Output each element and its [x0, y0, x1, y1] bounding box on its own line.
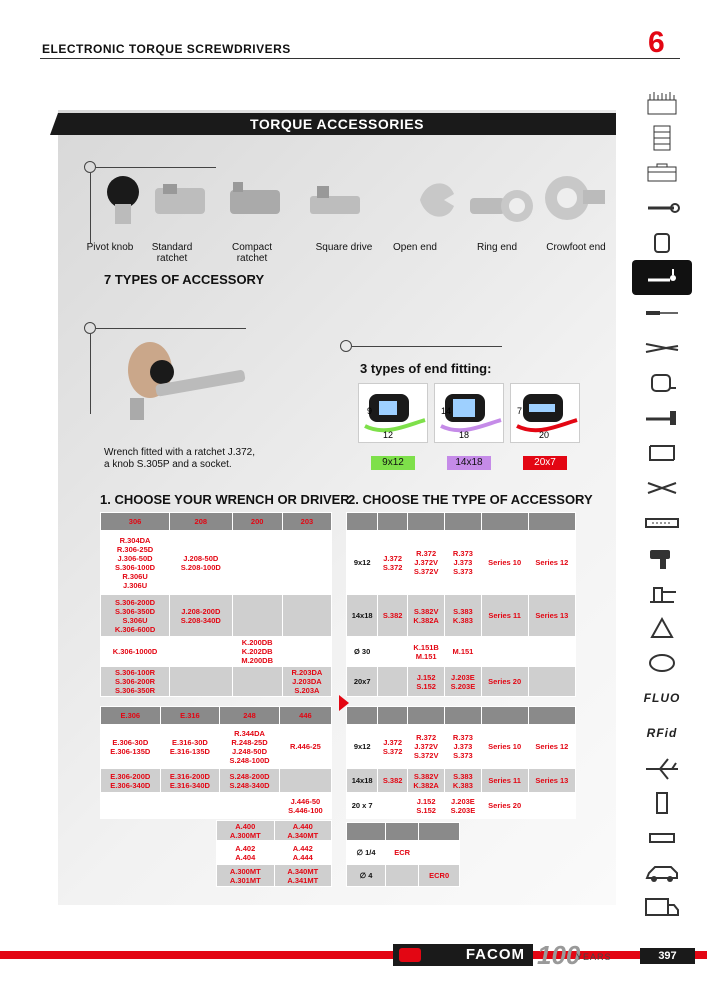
table-cell [385, 865, 418, 887]
header-title: ELECTRONIC TORQUE SCREWDRIVERS [42, 42, 291, 56]
col-header: 306 [101, 513, 170, 531]
table-cell: J.203E S.203E [445, 793, 481, 819]
col-header: E.306 [101, 707, 161, 725]
table-cell: 9x12 [347, 725, 378, 769]
crowfoot-end-image [545, 176, 605, 220]
table-cell: A.440 A.340MT [274, 821, 332, 841]
vice-icon[interactable] [632, 575, 692, 610]
square-adapter-icon [419, 823, 460, 841]
century-logo: 100 [537, 940, 581, 970]
table-cell: R.373 J.373 S.373 [445, 725, 481, 769]
wrench-table-bottom [100, 706, 332, 819]
table-cell [419, 841, 460, 865]
standard-ratchet-image [155, 184, 205, 214]
wrench-caption-line-1: Wrench fitted with a ratchet J.372, [104, 447, 256, 458]
table-cell: R.304DA R.306-25D J.306-50D S.306-100D R.306U J.306U [101, 531, 170, 595]
col-header: 446 [279, 707, 331, 725]
table-cell: R.372 J.372V S.372V [407, 531, 444, 595]
table-cell [282, 637, 331, 667]
table-cell: A.402 A.404 [217, 841, 275, 865]
square-drive-icon [407, 707, 444, 725]
callout-line [352, 346, 502, 347]
table-cell: Series 10 [481, 531, 528, 595]
table-cell: S.306-100R S.306-200R S.306-350R [101, 667, 170, 697]
accessory-table-bottom [346, 706, 576, 819]
table-cell: K.151B M.151 [407, 637, 444, 667]
table-cell: S.248-200D S.248-340D [220, 769, 280, 793]
col-header: E.316 [160, 707, 220, 725]
table-cell: A.300MT A.301MT [217, 865, 275, 887]
table-cell: J.203E S.203E [445, 667, 481, 697]
crowfoot-icon [528, 513, 575, 531]
table-cell: J.152 S.152 [407, 667, 444, 697]
table-cell [101, 793, 161, 819]
fitting-14x18-dim-a: 14 [441, 406, 452, 416]
compact-ratchet-icon [445, 707, 481, 725]
callout-line [90, 334, 91, 414]
table-cell [232, 531, 282, 595]
step-1-heading: 1. CHOOSE YOUR WRENCH OR DRIVER [100, 492, 350, 507]
accessory-label-compact-ratchet: Compact ratchet [231, 242, 272, 264]
ring-end-icon [481, 707, 528, 725]
car-icon[interactable] [632, 855, 692, 890]
fitting-9x12-dim-a: 9 [367, 406, 373, 416]
aircraft-icon[interactable] [632, 750, 692, 785]
table-cell: Series 12 [528, 725, 575, 769]
header-rule [40, 58, 680, 59]
accessory-label-pivot-knob: Pivot knob [86, 242, 134, 253]
page-number: 397 [640, 948, 695, 964]
callout-line [96, 167, 216, 168]
extractor-icon[interactable] [632, 505, 692, 540]
bit-holder-table [346, 822, 460, 887]
callout-line [90, 173, 91, 243]
table-cell [282, 595, 331, 637]
brand-name: FACOM [465, 946, 525, 963]
truck-icon[interactable] [632, 890, 692, 925]
compact-ratchet-icon [445, 513, 481, 531]
table-cell: R.344DA R.248-25D J.248-50D S.248-100D [220, 725, 280, 769]
fluo-label[interactable]: FLUO [643, 690, 681, 705]
square-drive-image [310, 186, 360, 214]
table-cell [232, 595, 282, 637]
fitting-20x7-image [510, 383, 580, 443]
table-cell: K.200DB K.202DB M.200DB [232, 637, 282, 667]
table-cell [528, 793, 575, 819]
table-cell [378, 667, 408, 697]
accessory-label-open-end: Open end [393, 242, 437, 253]
table-cell: J.152 S.152 [407, 793, 444, 819]
table-cell: R.446-25 [279, 725, 331, 769]
accessory-label-ring-end: Ring end [476, 242, 518, 253]
step-2-heading: 2. CHOOSE THE TYPE OF ACCESSORY [348, 492, 593, 507]
table-cell: ∅ 1/4 [347, 841, 386, 865]
fitting-9x12-dim-b: 12 [383, 430, 394, 440]
measuring-icon[interactable] [632, 820, 692, 855]
table-cell: E.316-200D E.316-340D [160, 769, 220, 793]
table-cell: Ø 30 [347, 637, 378, 667]
col-header: 200 [232, 513, 282, 531]
table-cell: A.442 A.444 [274, 841, 332, 865]
table-cell [378, 793, 408, 819]
table-cell: Series 10 [481, 725, 528, 769]
air-tool-icon[interactable] [632, 540, 692, 575]
size-badge-14x18: 14x18 [447, 456, 491, 470]
table-cell [170, 667, 232, 697]
ring-end-icon [481, 513, 528, 531]
cutter-icon[interactable] [632, 470, 692, 505]
wrench-icon[interactable] [632, 190, 692, 225]
table-cell: S.383 K.383 [445, 769, 481, 793]
table-cell: M.151 [445, 637, 481, 667]
table-cell: A.340MT A.341MT [274, 865, 332, 887]
table-cell [528, 667, 575, 697]
seven-types-heading: 7 TYPES OF ACCESSORY [104, 272, 265, 287]
col-header: 208 [170, 513, 232, 531]
cable-icon[interactable] [632, 645, 692, 680]
table-cell [481, 637, 528, 667]
table-cell: R.203DA J.203DA S.203A [282, 667, 331, 697]
table-cell: 20x7 [347, 667, 378, 697]
callout-marker [84, 322, 96, 334]
table-cell: J.208-50D S.208-100D [170, 531, 232, 595]
table-cell: Series 13 [528, 595, 575, 637]
table-cell: Series 11 [481, 769, 528, 793]
table-cell: Series 13 [528, 769, 575, 793]
fitting-20x7-dim-a: 7 [517, 406, 523, 416]
table-cell: ECR [385, 841, 418, 865]
screwdriver-icon[interactable] [632, 295, 692, 330]
table-cell: S.382V K.382A [407, 595, 444, 637]
bit-holder-icon [347, 823, 386, 841]
facom-logo [393, 944, 533, 966]
tape-measure-icon[interactable] [632, 365, 692, 400]
table-cell: 20 x 7 [347, 793, 378, 819]
pivot-knob-image [107, 176, 139, 224]
fitting-20x7-dim-b: 20 [539, 430, 550, 440]
table-cell: J.372 S.372 [378, 531, 408, 595]
table-cell: S.382 [378, 769, 408, 793]
col-header: 248 [220, 707, 280, 725]
ratchet-icon [378, 707, 408, 725]
table-cell: 14x18 [347, 595, 378, 637]
years-label: YEARS [576, 952, 612, 962]
table-cell: K.306-1000D [101, 637, 170, 667]
hacksaw-icon[interactable] [632, 435, 692, 470]
table-cell: ∅ 4 [347, 865, 386, 887]
tool-set-icon[interactable] [632, 85, 692, 120]
table-cell: ECR0 [419, 865, 460, 887]
table-cell: Series 11 [481, 595, 528, 637]
table-cell: S.306-200D S.306-350D S.306U K.306-600D [101, 595, 170, 637]
table-cell: Series 20 [481, 793, 528, 819]
table-cell [170, 637, 232, 667]
square-drive-icon [407, 513, 444, 531]
compact-ratchet-image [230, 182, 280, 214]
table-cell: R.373 J.373 S.373 [445, 531, 481, 595]
facom-mark-icon [399, 948, 421, 962]
table-cell [232, 667, 282, 697]
accessory-table-top [346, 512, 576, 697]
table-cell [528, 637, 575, 667]
chapter-number: 6 [648, 26, 665, 59]
table-cell: J.372 S.372 [378, 725, 408, 769]
table-cell [282, 531, 331, 595]
fitting-14x18-image [434, 383, 504, 443]
crowfoot-icon [528, 707, 575, 725]
tool-box-icon[interactable] [632, 155, 692, 190]
socket-icon[interactable] [632, 225, 692, 260]
wrench-table-top [100, 512, 332, 697]
cleaning-icon[interactable] [632, 610, 692, 645]
accessory-label-square-drive: Square drive [315, 242, 373, 253]
table-cell [279, 769, 331, 793]
rfid-label[interactable]: RFid [646, 725, 678, 740]
table-cell: J.208-200D S.208-340D [170, 595, 232, 637]
category-sidebar [632, 85, 692, 925]
fitting-14x18-dim-b: 18 [459, 430, 470, 440]
table-cell: S.383 K.383 [445, 595, 481, 637]
tool-cabinet-icon[interactable] [632, 120, 692, 155]
table-cell: E.306-200D E.306-340D [101, 769, 161, 793]
table-cell: Series 12 [528, 531, 575, 595]
accessory-label-standard-ratchet: Standard ratchet [151, 242, 193, 264]
hammer-icon[interactable] [632, 400, 692, 435]
adapter-table [216, 820, 332, 887]
table-cell: S.382V K.382A [407, 769, 444, 793]
table-cell: Series 20 [481, 667, 528, 697]
callout-marker [340, 340, 352, 352]
callout-line [96, 328, 246, 329]
wrench-caption-line-2: a knob S.305P and a socket. [104, 459, 232, 470]
table-cell: 9x12 [347, 531, 378, 595]
hex-adapter-icon [385, 823, 418, 841]
table-cell: E.306-30D E.306-135D [101, 725, 161, 769]
table-cell: E.316-30D E.316-135D [160, 725, 220, 769]
pliers-icon[interactable] [632, 330, 692, 365]
size-badge-9x12: 9x12 [371, 456, 415, 470]
accessory-illustrations [95, 170, 615, 240]
ratchet-icon [378, 513, 408, 531]
torque-screwdriver-icon[interactable] [632, 260, 692, 295]
electrical-icon[interactable] [632, 785, 692, 820]
fitting-9x12-image [358, 383, 428, 443]
table-cell [378, 637, 408, 667]
wrench-ratchet-photo [100, 330, 250, 430]
section-banner: TORQUE ACCESSORIES [58, 113, 616, 135]
table-cell: R.372 J.372V S.372V [407, 725, 444, 769]
table-cell: A.400 A.300MT [217, 821, 275, 841]
open-end-icon [347, 707, 378, 725]
table-cell: S.382 [378, 595, 408, 637]
table-cell: J.446-50 S.446-100 [279, 793, 331, 819]
ring-end-image [470, 190, 533, 222]
size-badge-20x7: 20x7 [523, 456, 567, 470]
open-end-image [390, 183, 454, 216]
open-end-icon [347, 513, 378, 531]
table-cell [220, 793, 280, 819]
table-cell [160, 793, 220, 819]
col-header: 203 [282, 513, 331, 531]
accessory-label-crowfoot-end: Crowfoot end [546, 242, 606, 253]
table-cell: 14x18 [347, 769, 378, 793]
end-fitting-heading: 3 types of end fitting: [360, 361, 492, 376]
